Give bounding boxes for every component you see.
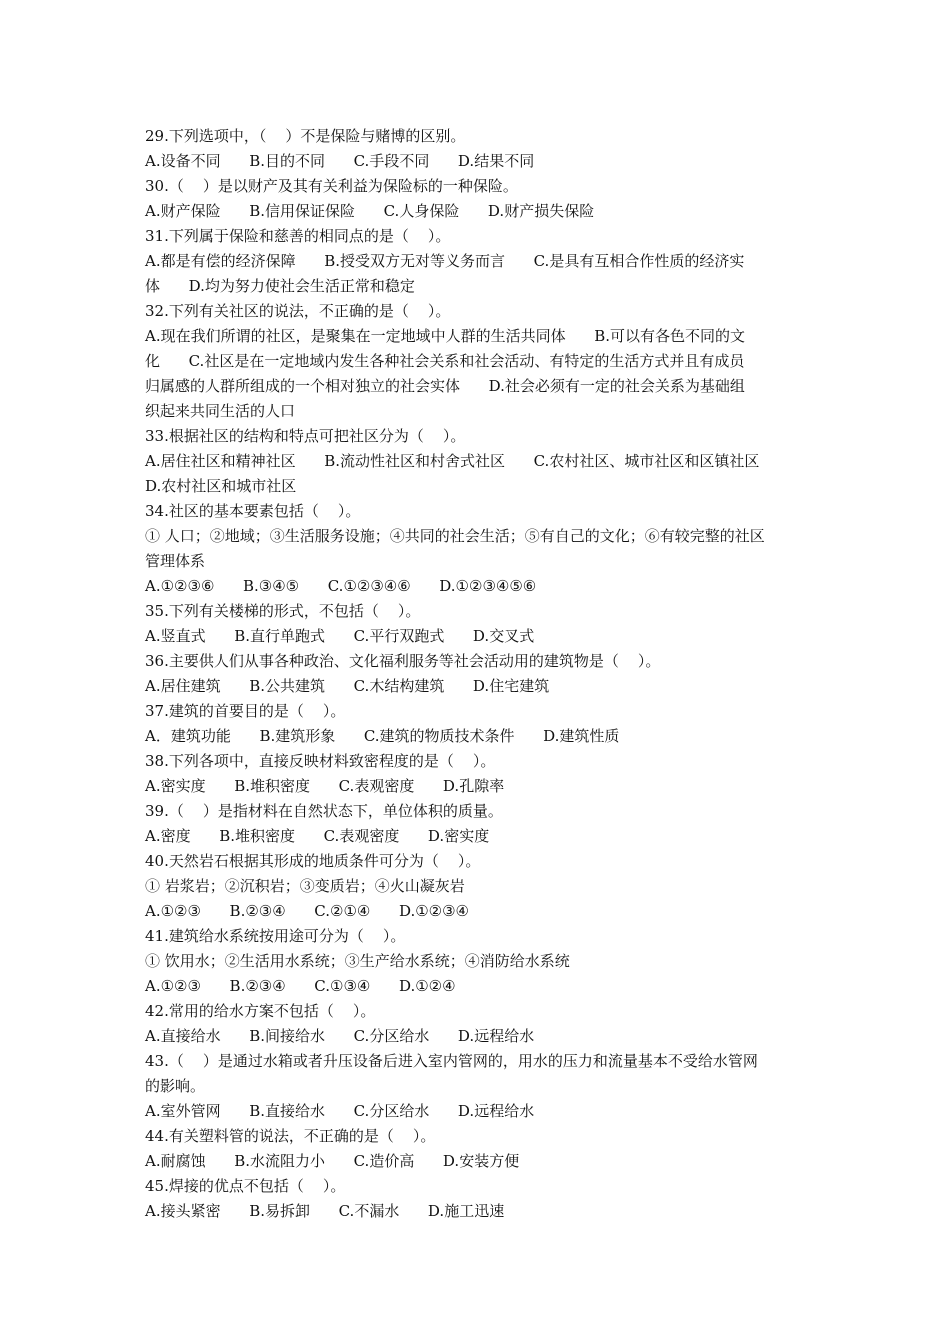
text-line: 的影响。 — [145, 1077, 206, 1095]
text-line: A.①②③ B.②③④ C.①③④ D.①②④ — [145, 977, 456, 995]
text-line: 35.下列有关楼梯的形式，不包括（ ）。 — [145, 602, 421, 620]
text-line: A.设备不同 B.目的不同 C.手段不同 D.结果不同 — [145, 152, 535, 170]
text-line: A.现在我们所谓的社区，是聚集在一定地域中人群的生活共同体 B.可以有各色不同的文 — [145, 327, 746, 345]
text-line: ① 人口；②地域；③生活服务设施；④共同的社会生活；⑤有自己的文化；⑥有较完整的社区 — [145, 527, 765, 545]
text-line: 化 C.社区是在一定地域内发生各种社会关系和社会活动、有特定的生活方式并且有成员 — [145, 352, 745, 370]
text-line: 36.主要供人们从事各种政治、文化福利服务等社会活动用的建筑物是（ ）。 — [145, 652, 661, 670]
text-line: A.①②③ B.②③④ C.②①④ D.①②③④ — [145, 902, 470, 920]
text-line: 39.（ ）是指材料在自然状态下，单位体积的质量。 — [145, 802, 503, 820]
text-line: 44.有关塑料管的说法，不正确的是（ ）。 — [145, 1127, 436, 1145]
text-line: 43.（ ）是通过水箱或者升压设备后进入室内管网的，用水的压力和流量基本不受给水管网 — [145, 1052, 758, 1070]
text-line: D.农村社区和城市社区 — [145, 477, 297, 495]
document-page — [145, 124, 810, 1224]
text-line: A.财产保险 B.信用保证保险 C.人身保险 D.财产损失保险 — [145, 202, 595, 220]
text-line: A.密实度 B.堆积密度 C.表观密度 D.孔隙率 — [145, 777, 505, 795]
text-line: 32.下列有关社区的说法，不正确的是（ ）。 — [145, 302, 451, 320]
text-line: 45.焊接的优点不包括（ ）。 — [145, 1177, 346, 1195]
text-line: 38.下列各项中，直接反映材料致密程度的是（ ）。 — [145, 752, 496, 770]
text-line: 37.建筑的首要目的是（ ）。 — [145, 702, 346, 720]
text-line: A.接头紧密 B.易拆卸 C.不漏水 D.施工迅速 — [145, 1202, 505, 1220]
text-line: 40.天然岩石根据其形成的地质条件可分为（ ）。 — [145, 852, 481, 870]
text-line: A．建筑功能 B.建筑形象 C.建筑的物质技术条件 D.建筑性质 — [145, 727, 620, 745]
text-line: ① 饮用水；②生活用水系统；③生产给水系统；④消防给水系统 — [145, 952, 570, 970]
text-line: 42.常用的给水方案不包括（ ）。 — [145, 1002, 376, 1020]
text-line: A.室外管网 B.直接给水 C.分区给水 D.远程给水 — [145, 1102, 535, 1120]
text-line: 29.下列选项中，（ ）不是保险与赌博的区别。 — [145, 127, 466, 145]
text-line: A.耐腐蚀 B.水流阻力小 C.造价高 D.安装方便 — [145, 1152, 520, 1170]
text-line: A.居住社区和精神社区 B.流动性社区和村舍式社区 C.农村社区、城市社区和区镇社区 — [145, 452, 760, 470]
text-line: A.①②③⑥ B.③④⑤ C.①②③④⑥ D.①②③④⑤⑥ — [145, 577, 537, 595]
text-line: 织起来共同生活的人口 — [145, 402, 296, 420]
text-line: A.居住建筑 B.公共建筑 C.木结构建筑 D.住宅建筑 — [145, 677, 550, 695]
text-line: 34.社区的基本要素包括（ ）。 — [145, 502, 361, 520]
text-line: 33.根据社区的结构和特点可把社区分为（ ）。 — [145, 427, 466, 445]
text-line: A.直接给水 B.间接给水 C.分区给水 D.远程给水 — [145, 1027, 535, 1045]
text-line: 31.下列属于保险和慈善的相同点的是（ ）。 — [145, 227, 451, 245]
text-line: ① 岩浆岩；②沉积岩；③变质岩；④火山凝灰岩 — [145, 877, 465, 895]
text-line: 归属感的人群所组成的一个相对独立的社会实体 D.社会必须有一定的社会关系为基础组 — [145, 377, 745, 395]
text-line: A.都是有偿的经济保障 B.授受双方无对等义务而言 C.是具有互相合作性质的经济实 — [145, 252, 745, 270]
text-line: 30.（ ）是以财产及其有关利益为保险标的一种保险。 — [145, 177, 518, 195]
text-line: 41.建筑给水系统按用途可分为（ ）。 — [145, 927, 406, 945]
text-line: 体 D.均为努力使社会生活正常和稳定 — [145, 277, 415, 295]
text-line: A.密度 B.堆积密度 C.表观密度 D.密实度 — [145, 827, 490, 845]
text-line: 管理体系 — [145, 552, 206, 570]
text-line: A.竖直式 B.直行单跑式 C.平行双跑式 D.交叉式 — [145, 627, 535, 645]
